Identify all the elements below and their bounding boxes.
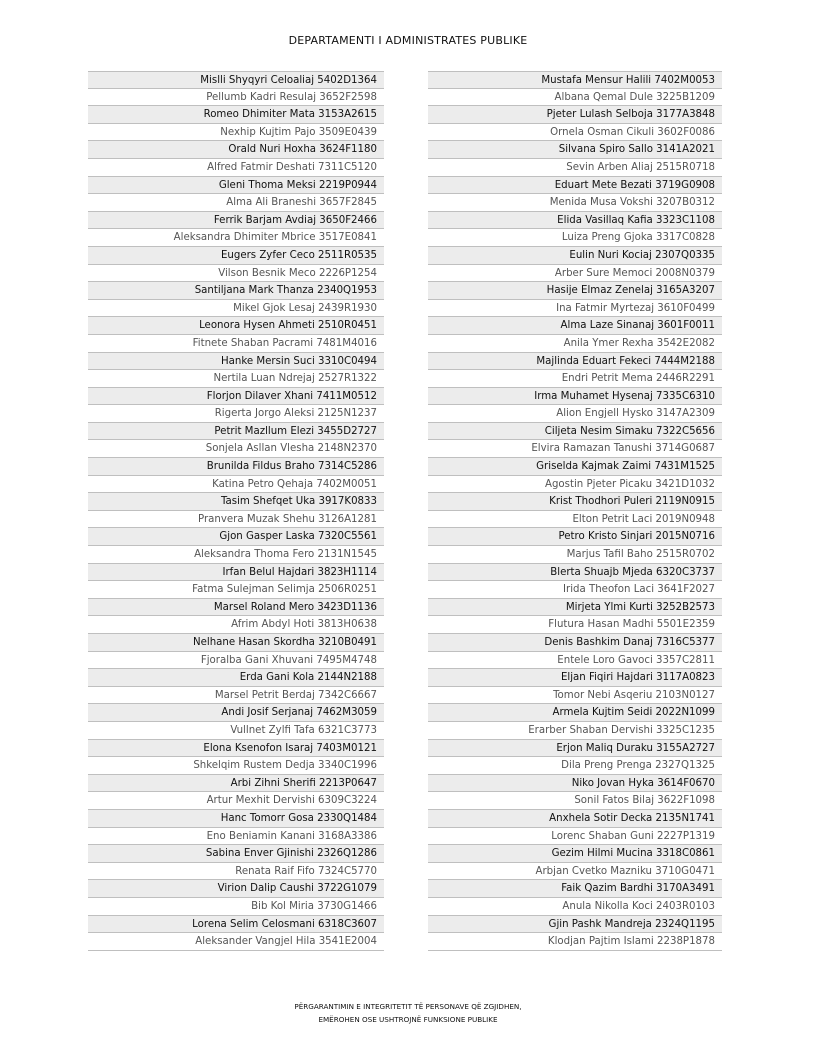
list-item: Mirjeta Ylmi Kurti 3252B2573 [428, 599, 722, 617]
list-item: Entele Loro Gavoci 3357C2811 [428, 652, 722, 670]
list-item: Petrit Mazllum Elezi 3455D2727 [88, 423, 384, 441]
list-item: Gjon Gasper Laska 7320C5561 [88, 528, 384, 546]
list-item: Hanke Mersin Suci 3310C0494 [88, 353, 384, 371]
list-item: Arbi Zihni Sherifi 2213P0647 [88, 775, 384, 793]
list-item: Ornela Osman Cikuli 3602F0086 [428, 124, 722, 142]
list-item: Virion Dalip Caushi 3722G1079 [88, 880, 384, 898]
list-item: Pranvera Muzak Shehu 3126A1281 [88, 511, 384, 529]
list-item: Faik Qazim Bardhi 3170A3491 [428, 880, 722, 898]
list-item: Silvana Spiro Sallo 3141A2021 [428, 141, 722, 159]
list-item: Nexhip Kujtim Pajo 3509E0439 [88, 124, 384, 142]
list-item: Alma Laze Sinanaj 3601F0011 [428, 317, 722, 335]
list-item: Petro Kristo Sinjari 2015N0716 [428, 528, 722, 546]
list-item: Andi Josif Serjanaj 7462M3059 [88, 704, 384, 722]
list-item: Erda Gani Kola 2144N2188 [88, 669, 384, 687]
list-item: Anula Nikolla Koci 2403R0103 [428, 898, 722, 916]
list-item: Shkelqim Rustem Dedja 3340C1996 [88, 757, 384, 775]
list-item: Tasim Shefqet Uka 3917K0833 [88, 493, 384, 511]
page-footer [0, 1000, 816, 1026]
list-item: Arbjan Cvetko Mazniku 3710G0471 [428, 863, 722, 881]
list-item: Katina Petro Qehaja 7402M0051 [88, 476, 384, 494]
list-item: Pjeter Lulash Selboja 3177A3848 [428, 106, 722, 124]
list-item: Afrim Abdyl Hoti 3813H0638 [88, 616, 384, 634]
list-item: Hanc Tomorr Gosa 2330Q1484 [88, 810, 384, 828]
list-item: Irida Theofon Laci 3641F2027 [428, 581, 722, 599]
list-item: Arber Sure Memoci 2008N0379 [428, 265, 722, 283]
list-item: Renata Raif Fifo 7324C5770 [88, 863, 384, 881]
list-item: Menida Musa Vokshi 3207B0312 [428, 194, 722, 212]
list-item: Denis Bashkim Danaj 7316C5377 [428, 634, 722, 652]
list-item: Bib Kol Miria 3730G1466 [88, 898, 384, 916]
list-item: Armela Kujtim Seidi 2022N1099 [428, 704, 722, 722]
list-item: Fjoralba Gani Xhuvani 7495M4748 [88, 652, 384, 670]
list-item: Majlinda Eduart Fekeci 7444M2188 [428, 353, 722, 371]
list-item: Mustafa Mensur Halili 7402M0053 [428, 71, 722, 89]
list-item: Eno Beniamin Kanani 3168A3386 [88, 828, 384, 846]
list-item: Alion Engjell Hysko 3147A2309 [428, 405, 722, 423]
list-item: Aleksandra Dhimiter Mbrice 3517E0841 [88, 229, 384, 247]
list-item: Elton Petrit Laci 2019N0948 [428, 511, 722, 529]
list-item: Leonora Hysen Ahmeti 2510R0451 [88, 317, 384, 335]
list-item: Gjin Pashk Mandreja 2324Q1195 [428, 916, 722, 934]
list-item: Erjon Maliq Duraku 3155A2727 [428, 740, 722, 758]
list-item: Irfan Belul Hajdari 3823H1114 [88, 564, 384, 582]
list-item: Blerta Shuajb Mjeda 6320C3737 [428, 564, 722, 582]
list-item: Tomor Nebi Asqeriu 2103N0127 [428, 687, 722, 705]
list-item: Eugers Zyfer Ceco 2511R0535 [88, 247, 384, 265]
list-item: Niko Jovan Hyka 3614F0670 [428, 775, 722, 793]
list-item: Ferrik Barjam Avdiaj 3650F2466 [88, 212, 384, 230]
list-item: Hasije Elmaz Zenelaj 3165A3207 [428, 282, 722, 300]
list-item: Eulin Nuri Kociaj 2307Q0335 [428, 247, 722, 265]
list-item: Aleksander Vangjel Hila 3541E2004 [88, 933, 384, 951]
list-item: Florjon Dilaver Xhani 7411M0512 [88, 388, 384, 406]
list-item: Albana Qemal Dule 3225B1209 [428, 89, 722, 107]
list-item: Elona Ksenofon Isaraj 7403M0121 [88, 740, 384, 758]
list-item: Alfred Fatmir Deshati 7311C5120 [88, 159, 384, 177]
list-item: Anxhela Sotir Decka 2135N1741 [428, 810, 722, 828]
list-item: Alma Ali Braneshi 3657F2845 [88, 194, 384, 212]
right-name-column [428, 71, 722, 951]
list-item: Vullnet Zylfi Tafa 6321C3773 [88, 722, 384, 740]
list-item: Marsel Roland Mero 3423D1136 [88, 599, 384, 617]
list-item: Krist Thodhori Puleri 2119N0915 [428, 493, 722, 511]
list-item: Sonil Fatos Bilaj 3622F1098 [428, 792, 722, 810]
footer-line-1: PËRGARANTIMIN E INTEGRITETIT TË PERSONAVE QË ZGJIDHEN, [294, 1002, 522, 1011]
list-item: Vilson Besnik Meco 2226P1254 [88, 265, 384, 283]
list-item: Mikel Gjok Lesaj 2439R1930 [88, 300, 384, 318]
list-item: Erarber Shaban Dervishi 3325C1235 [428, 722, 722, 740]
list-item: Ciljeta Nesim Simaku 7322C5656 [428, 423, 722, 441]
list-item: Nelhane Hasan Skordha 3210B0491 [88, 634, 384, 652]
list-item: Romeo Dhimiter Mata 3153A2615 [88, 106, 384, 124]
list-item: Luiza Preng Gjoka 3317C0828 [428, 229, 722, 247]
list-item: Sabina Enver Gjinishi 2326Q1286 [88, 845, 384, 863]
list-item: Aleksandra Thoma Fero 2131N1545 [88, 546, 384, 564]
list-item: Ina Fatmir Myrtezaj 3610F0499 [428, 300, 722, 318]
list-item: Brunilda Fildus Braho 7314C5286 [88, 458, 384, 476]
left-name-column [88, 71, 384, 951]
list-item: Sevin Arben Aliaj 2515R0718 [428, 159, 722, 177]
footer-line-2: EMËROHEN OSE USHTROJNË FUNKSIONE PUBLIKE [318, 1015, 498, 1024]
list-item: Flutura Hasan Madhi 5501E2359 [428, 616, 722, 634]
page-title: DEPARTAMENTI I ADMINISTRATES PUBLIKE [288, 34, 528, 47]
list-item: Anila Ymer Rexha 3542E2082 [428, 335, 722, 353]
list-item: Eduart Mete Bezati 3719G0908 [428, 177, 722, 195]
list-item: Fitnete Shaban Pacrami 7481M4016 [88, 335, 384, 353]
list-item: Sonjela Asllan Vlesha 2148N2370 [88, 440, 384, 458]
list-item: Mislli Shyqyri Celoaliaj 5402D1364 [88, 71, 384, 89]
list-item: Agostin Pjeter Picaku 3421D1032 [428, 476, 722, 494]
list-item: Griselda Kajmak Zaimi 7431M1525 [428, 458, 722, 476]
list-item: Rigerta Jorgo Aleksi 2125N1237 [88, 405, 384, 423]
list-item: Eljan Fiqiri Hajdari 3117A0823 [428, 669, 722, 687]
list-item: Endri Petrit Mema 2446R2291 [428, 370, 722, 388]
list-item: Elida Vasillaq Kafia 3323C1108 [428, 212, 722, 230]
list-item: Fatma Sulejman Selimja 2506R0251 [88, 581, 384, 599]
list-item: Nertila Luan Ndrejaj 2527R1322 [88, 370, 384, 388]
list-item: Dila Preng Prenga 2327Q1325 [428, 757, 722, 775]
list-item: Gleni Thoma Meksi 2219P0944 [88, 177, 384, 195]
list-item: Lorena Selim Celosmani 6318C3607 [88, 916, 384, 934]
list-item: Irma Muhamet Hysenaj 7335C6310 [428, 388, 722, 406]
list-item: Elvira Ramazan Tanushi 3714G0687 [428, 440, 722, 458]
list-item: Gezim Hilmi Mucina 3318C0861 [428, 845, 722, 863]
list-item: Orald Nuri Hoxha 3624F1180 [88, 141, 384, 159]
list-item: Marjus Tafil Baho 2515R0702 [428, 546, 722, 564]
list-item: Pellumb Kadri Resulaj 3652F2598 [88, 89, 384, 107]
list-item: Santiljana Mark Thanza 2340Q1953 [88, 282, 384, 300]
list-item: Lorenc Shaban Guni 2227P1319 [428, 828, 722, 846]
list-item: Klodjan Pajtim Islami 2238P1878 [428, 933, 722, 951]
list-item: Artur Mexhit Dervishi 6309C3224 [88, 792, 384, 810]
list-item: Marsel Petrit Berdaj 7342C6667 [88, 687, 384, 705]
